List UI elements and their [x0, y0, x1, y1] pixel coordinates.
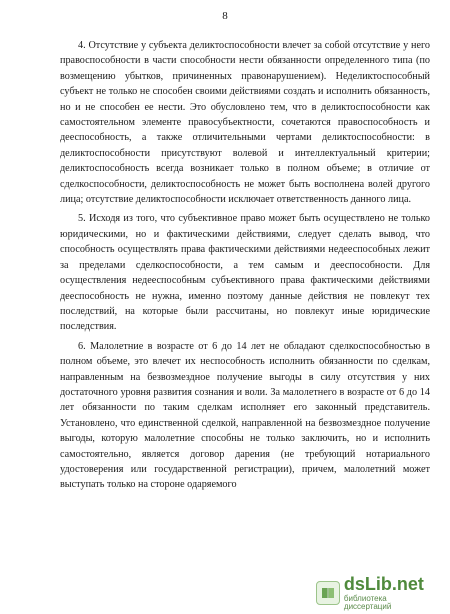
paragraph-4: 4. Отсутствие у субъекта деликтоспособности влечет за собой отсутствие у него правоспособности в части способности нести обязанности определенного типа (по возмещению убытков, причиненных правонарушением). Неделиктоспособный субъект не только не способен своими действиями создать и исполнить обязанность, но и не способен ее нести. Это обусловлено тем, что в деликтоспособности как самостоятельном элементе правосубъектности, сочетаются правоспособность и дееспособность, а также отличительными чертами деликтоспособности: в деликтоспособности присутствуют волевой и интеллектуальный критерии; деликтоспособность всегда возникает только в полном объеме; в отличие от сделкоспособности, деликтоспособность не может быть восполнена волей другого лица; отсутствие деликтоспособности исключает ответственность данного лица.: [60, 40, 430, 206]
watermark-subtitle: библиотека диссертаций: [343, 594, 392, 611]
watermark-title: dsLib.net: [343, 574, 424, 594]
watermark-text: [344, 575, 436, 611]
document-body: [60, 38, 430, 497]
watermark-logo[interactable]: [316, 574, 436, 611]
page-number: 8: [222, 10, 228, 22]
book-icon: [316, 581, 340, 605]
paragraph-6: 6. Малолетние в возрасте от 6 до 14 лет не обладают сделкоспособностью в полном объеме, это влечет их неспособность исполнить обязанности по сделкам, направленным на безвозмездное получение выгоды в силу отсутствия у них достаточного уровня развития сознания и воли. За малолетнего в возрасте от 6 до 14 лет обязанности по таким сделкам исполняет его законный представитель. Установлено, что единственной сделкой, направленной на безвозмездное получение выгоды, которую малолетние способны не только заключить, но и исполнить самостоятельно, является договор дарения (не требующий нотариального удостоверения или государственной регистрации), причем, малолетний может выступать только на стороне одаряемого: [60, 340, 430, 491]
paragraph-5: 5. Исходя из того, что субъективное право может быть осуществлено не только юридическими, но и фактическими действиями, следует сделать вывод, что способность осуществлять права фактическими действиями недееспособных лежит за пределами сделкоспособности, а тем самым и дееспособности. Для осуществления недееспособным субъективного права фактическими действиями дееспособность не нужна, именно поэтому данные действия не повлекут тех последствий, на которые были рассчитаны, но повлекут иные юридические последствия.: [60, 213, 430, 333]
